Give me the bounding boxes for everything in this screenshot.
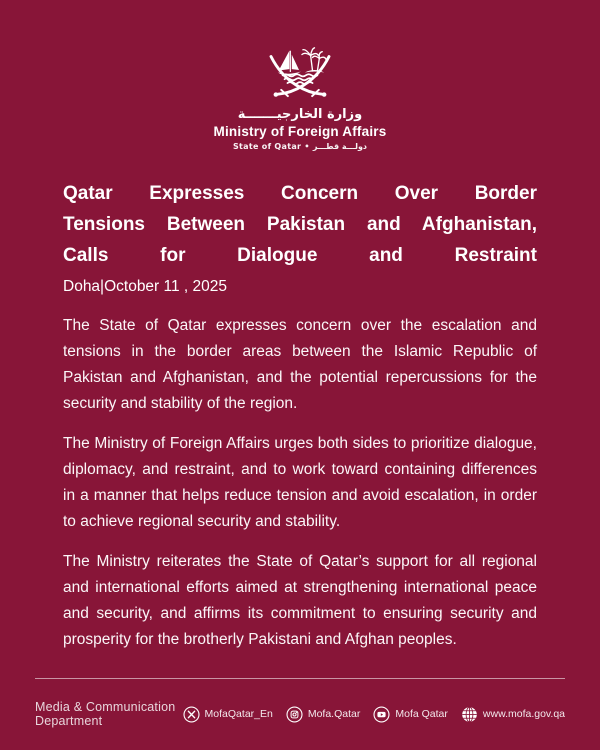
youtube-icon <box>373 706 390 723</box>
headline-line: Qatar Expresses Concern Over Border <box>63 183 537 204</box>
instagram-icon <box>286 706 303 723</box>
x-icon <box>183 706 200 723</box>
social-links <box>183 706 565 723</box>
statement-body <box>63 178 537 653</box>
social-handle: MofaQatar_En <box>204 708 273 720</box>
mofa-header <box>0 0 600 151</box>
statement-paragraph-1: The State of Qatar expresses concern over the escalation and tensions in the border areas between the Islamic Republic of Pakistan and Afghanistan, and the potential repercussions for the security and stability of the region. <box>63 317 537 412</box>
department-label: Media & Communication Department <box>35 700 176 728</box>
footer-row <box>35 700 565 728</box>
statement-paragraph-2: The Ministry of Foreign Affairs urges both sides to prioritize dialogue, diplomacy, and restraint, and to work toward containing differences in a manner that helps reduce tension and avoid escalation, in order to achieve regional security and stability. <box>63 435 537 530</box>
ministry-name-english: Ministry of Foreign Affairs <box>213 124 387 139</box>
headline-line: Calls for Dialogue and Restraint <box>63 245 537 266</box>
social-handle: Mofa.Qatar <box>307 708 361 720</box>
footer <box>35 678 565 728</box>
website-url: www.mofa.gov.qa <box>482 708 565 720</box>
statement-paragraph-3: The Ministry reiterates the State of Qatar’s support for all regional and international efforts aimed at strengthening international peace and security, and affirms its commitment to ensuring security and prosperity for the brotherly Pakistani and Afghan peoples. <box>63 553 537 648</box>
social-link-youtube[interactable] <box>373 706 448 723</box>
headline <box>63 178 537 271</box>
ministry-name-arabic: وزارة الخارجيـــــــة <box>237 107 363 122</box>
social-link-x[interactable] <box>183 706 273 723</box>
website-link[interactable] <box>461 706 565 723</box>
social-handle: Mofa Qatar <box>395 708 448 720</box>
dateline: Doha|October 11 , 2025 <box>63 278 228 295</box>
headline-line: Tensions Between Pakistan and Afghanistan, <box>63 214 537 235</box>
globe-icon <box>461 706 478 723</box>
social-link-instagram[interactable] <box>286 706 361 723</box>
qatar-mofa-emblem-icon <box>260 42 340 100</box>
state-of-qatar-line: State of Qatar • دولـــة قطـــر <box>232 142 368 151</box>
